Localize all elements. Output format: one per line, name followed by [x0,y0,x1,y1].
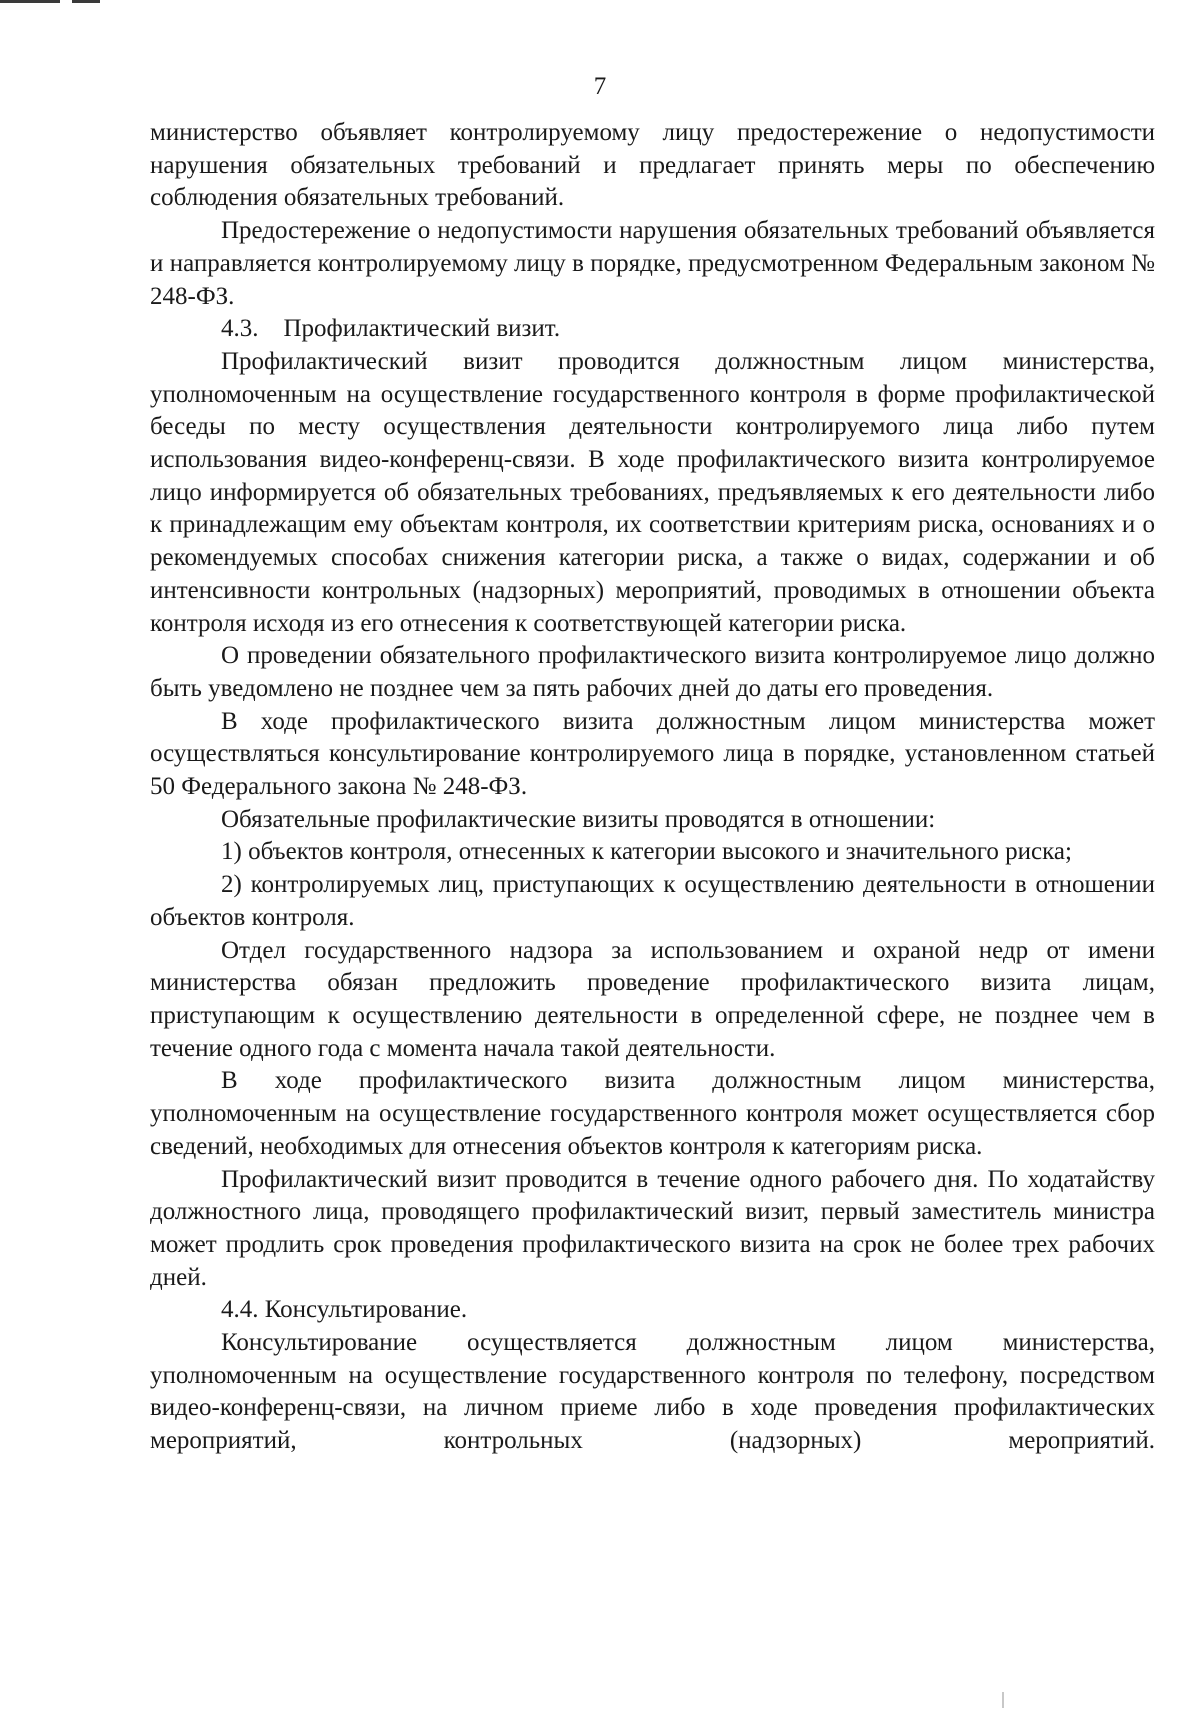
paragraph-visit-consulting: В ходе профилактического визита должностным лицом министерства может осуществляться консультирование контролируемого лица в порядке, установленном статьей 50 Федерального закона № 248-ФЗ. [150,707,1155,801]
list-item-1: 1) объектов контроля, отнесенных к категории высокого и значительного риска; [221,838,1072,866]
paragraph-visit-description: Профилактический визит проводится должностным лицом министерства, уполномоченным на осуществление государственного контроля в форме профилактической беседы по месту осуществления деятельности контролируемого лица либо путем использования видео-конференц-связи. В ходе профилактического визита контролируемое лицо информируется об обязательных требованиях, предъявляемых к его деятельности либо к принадлежащим ему объектам контроля, их соответствии критериям риска, основаниях и о рекомендуемых способах снижения категории риска, а также о видах, содержании и об интенсивности контрольных (надзорных) мероприятий, проводимых в отношении объекта контроля исходя из его отнесения к соответствующей категории риска. [150,347,1155,637]
document-body [150,117,1155,1458]
list-item-2: 2) контролируемых лиц, приступающих к осуществлению деятельности в отношении объектов контроля. [150,871,1155,931]
paragraph-consulting: Консультирование осуществляется должностным лицом министерства, уполномоченным на осуществление государственного контроля по телефону, посредством видео-конференц-связи, на личном приеме либо в ходе проведения профилактических мероприятий, контрольных (надзорных) мероприятий. [150,1329,1155,1455]
paragraph-visit-notice: О проведении обязательного профилактического визита контролируемое лицо должно быть уведомлено не позднее чем за пять рабочих дней до даты его проведения. [150,642,1155,702]
paragraph-warning-procedure: Предостережение о недопустимости нарушения обязательных требований объявляется и направляется контролируемому лицу в порядке, предусмотренном Федеральным законом № 248-ФЗ. [150,217,1155,310]
paragraph-visit-duration: Профилактический визит проводится в течение одного рабочего дня. По ходатайству должностного лица, проводящего профилактический визит, первый заместитель министра может продлить срок проведения профилактического визита на срок не более трех рабочих дней. [150,1165,1155,1291]
section-heading-4-4: 4.4. Консультирование. [221,1296,468,1324]
paragraph-department-obligation: Отдел государственного надзора за использованием и охраной недр от имени министерства обязан предложить проведение профилактического визита лицам, приступающим к осуществлению деятельности в определенной сфере, не позднее чем в течение одного года с момента начала такой деятельности. [150,936,1155,1062]
paragraph-warning-continuation: министерство объявляет контролируемому лицу предостережение о недопустимости нарушения обязательных требований и предлагает принять меры по обеспечению соблюдения обязательных требований. [150,119,1155,212]
scan-edge-mark [72,0,100,3]
page-number: 7 [593,73,607,100]
paragraph-information-collection: В ходе профилактического визита должностным лицом министерства, уполномоченным на осуществление государственного контроля может осуществляется сбор сведений, необходимых для отнесения объектов контроля к категориям риска. [150,1067,1155,1160]
section-heading-4-3: 4.3. Профилактический визит. [221,315,561,343]
scan-edge-mark [0,0,60,3]
scan-artifact [1002,1692,1004,1708]
paragraph-mandatory-visits: Обязательные профилактические визиты проводятся в отношении: [221,805,936,833]
